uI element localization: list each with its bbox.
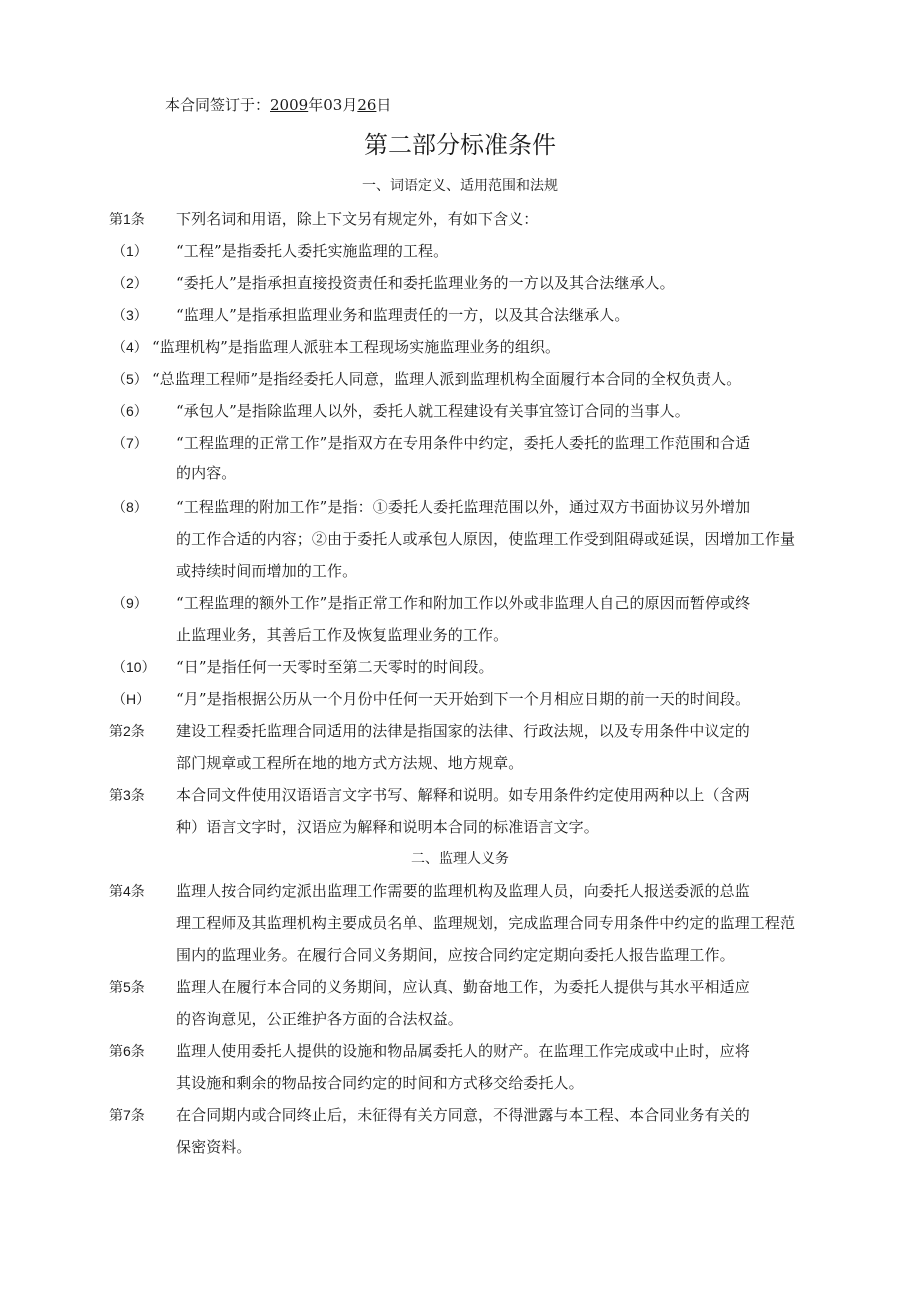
- item-text-continuation: 或持续时间而增加的工作。: [176, 562, 358, 580]
- clause-text-continuation: 保密资料。: [176, 1138, 252, 1156]
- item-text-continuation: 的工作合适的内容；②由于委托人或承包人原因，使监理工作受到阻碍或延误，因增加工作量: [176, 530, 796, 548]
- clause-text: 监理人使用委托人提供的设施和物品属委托人的财产。在监理工作完成或中止时，应将: [176, 1042, 750, 1060]
- signing-month-unit: 月: [342, 96, 358, 114]
- clause-text-continuation: 理工程师及其监理机构主要成员名单、监理规划，完成监理合同专用条件中约定的监理工程范: [176, 914, 796, 932]
- item-text: “监理人”是指承担监理业务和监理责任的一方，以及其合法继承人。: [176, 306, 630, 324]
- clause-label: 第1条: [109, 211, 145, 227]
- item-label: （3）: [112, 307, 148, 323]
- clause-text-continuation: 部门规章或工程所在地的地方式方法规、地方规章。: [176, 754, 524, 772]
- item-text: “工程监理的附加工作”是指：①委托人委托监理范围以外，通过双方书面协议另外增加: [176, 498, 751, 516]
- clause-text-continuation: 的咨询意见，公正维护各方面的合法权益。: [176, 1010, 463, 1028]
- section-heading-2: 二、监理人义务: [411, 851, 509, 867]
- item-text: “委托人”是指承担直接投资责任和委托监理业务的一方以及其合法继承人。: [176, 274, 675, 292]
- clause-text: 监理人在履行本合同的义务期间，应认真、勤奋地工作，为委托人提供与其水平相适应: [176, 978, 750, 996]
- item-text: “月”是指根据公历从一个月份中任何一天开始到下一个月相应日期的前一天的时间段。: [176, 690, 751, 708]
- item-text: “工程监理的额外工作”是指正常工作和附加工作以外或非监理人自己的原因而暂停或终: [176, 594, 751, 612]
- item-label: （10）: [112, 659, 156, 675]
- clause-text: 建设工程委托监理合同适用的法律是指国家的法律、行政法规，以及专用条件中议定的: [176, 722, 750, 740]
- clause-label: 第3条: [109, 787, 145, 803]
- item-label: （7）: [112, 435, 148, 451]
- item-label: （4）: [112, 339, 148, 355]
- item-text: “监理机构”是指监理人派驻本工程现场实施监理业务的组织。: [152, 338, 561, 356]
- signing-date-line: [165, 95, 391, 115]
- clause-text-continuation: 其设施和剩余的物品按合同约定的时间和方式移交给委托人。: [176, 1074, 584, 1092]
- clause-label: 第5条: [109, 979, 145, 995]
- item-label: （5）: [112, 371, 148, 387]
- signing-day: 26: [357, 96, 377, 114]
- clause-text: 下列名词和用语，除上下文另有规定外，有如下含义：: [176, 210, 539, 228]
- clause-text-continuation: 种）语言文字时，汉语应为解释和说明本合同的标准语言文字。: [176, 818, 599, 836]
- item-label: （1）: [112, 243, 148, 259]
- document-title: 第二部分标准条件: [364, 131, 556, 159]
- item-text-continuation: 的内容。: [176, 464, 237, 482]
- clause-text-continuation: 围内的监理业务。在履行合同义务期间，应按合同约定定期向委托人报告监理工作。: [176, 946, 735, 964]
- item-text: “工程”是指委托人委托实施监理的工程。: [176, 242, 449, 260]
- clause-label: 第4条: [109, 883, 145, 899]
- clause-label: 第2条: [109, 723, 145, 739]
- signing-year-unit: 年: [308, 96, 324, 114]
- item-text: “总监理工程师”是指经委托人同意，监理人派到监理机构全面履行本合同的全权负责人。: [152, 370, 742, 388]
- clause-label: 第6条: [109, 1043, 145, 1059]
- section-heading-1: 一、词语定义、适用范围和法规: [362, 178, 558, 194]
- clause-text: 监理人按合同约定派出监理工作需要的监理机构及监理人员，向委托人报送委派的总监: [176, 882, 750, 900]
- clause-text: 本合同文件使用汉语语言文字书写、解释和说明。如专用条件约定使用两种以上（含两: [176, 786, 750, 804]
- item-label: （6）: [112, 403, 148, 419]
- signing-month: 03: [323, 96, 343, 114]
- item-text: “工程监理的正常工作”是指双方在专用条件中约定，委托人委托的监理工作范围和合适: [176, 434, 751, 452]
- item-label: （9）: [112, 595, 148, 611]
- item-label: （H）: [112, 691, 151, 707]
- signing-year: 2009: [270, 96, 309, 114]
- item-text: “日”是指任何一天零时至第二天零时的时间段。: [176, 658, 494, 676]
- item-label: （8）: [112, 499, 148, 515]
- item-text-continuation: 止监理业务，其善后工作及恢复监理业务的工作。: [176, 626, 509, 644]
- clause-text: 在合同期内或合同终止后，未征得有关方同意，不得泄露与本工程、本合同业务有关的: [176, 1106, 750, 1124]
- clause-label: 第7条: [109, 1107, 145, 1123]
- signing-prefix: 本合同签订于：: [165, 96, 271, 114]
- item-label: （2）: [112, 275, 148, 291]
- signing-day-unit: 日: [376, 96, 392, 114]
- item-text: “承包人”是指除监理人以外，委托人就工程建设有关事宜签订合同的当事人。: [176, 402, 690, 420]
